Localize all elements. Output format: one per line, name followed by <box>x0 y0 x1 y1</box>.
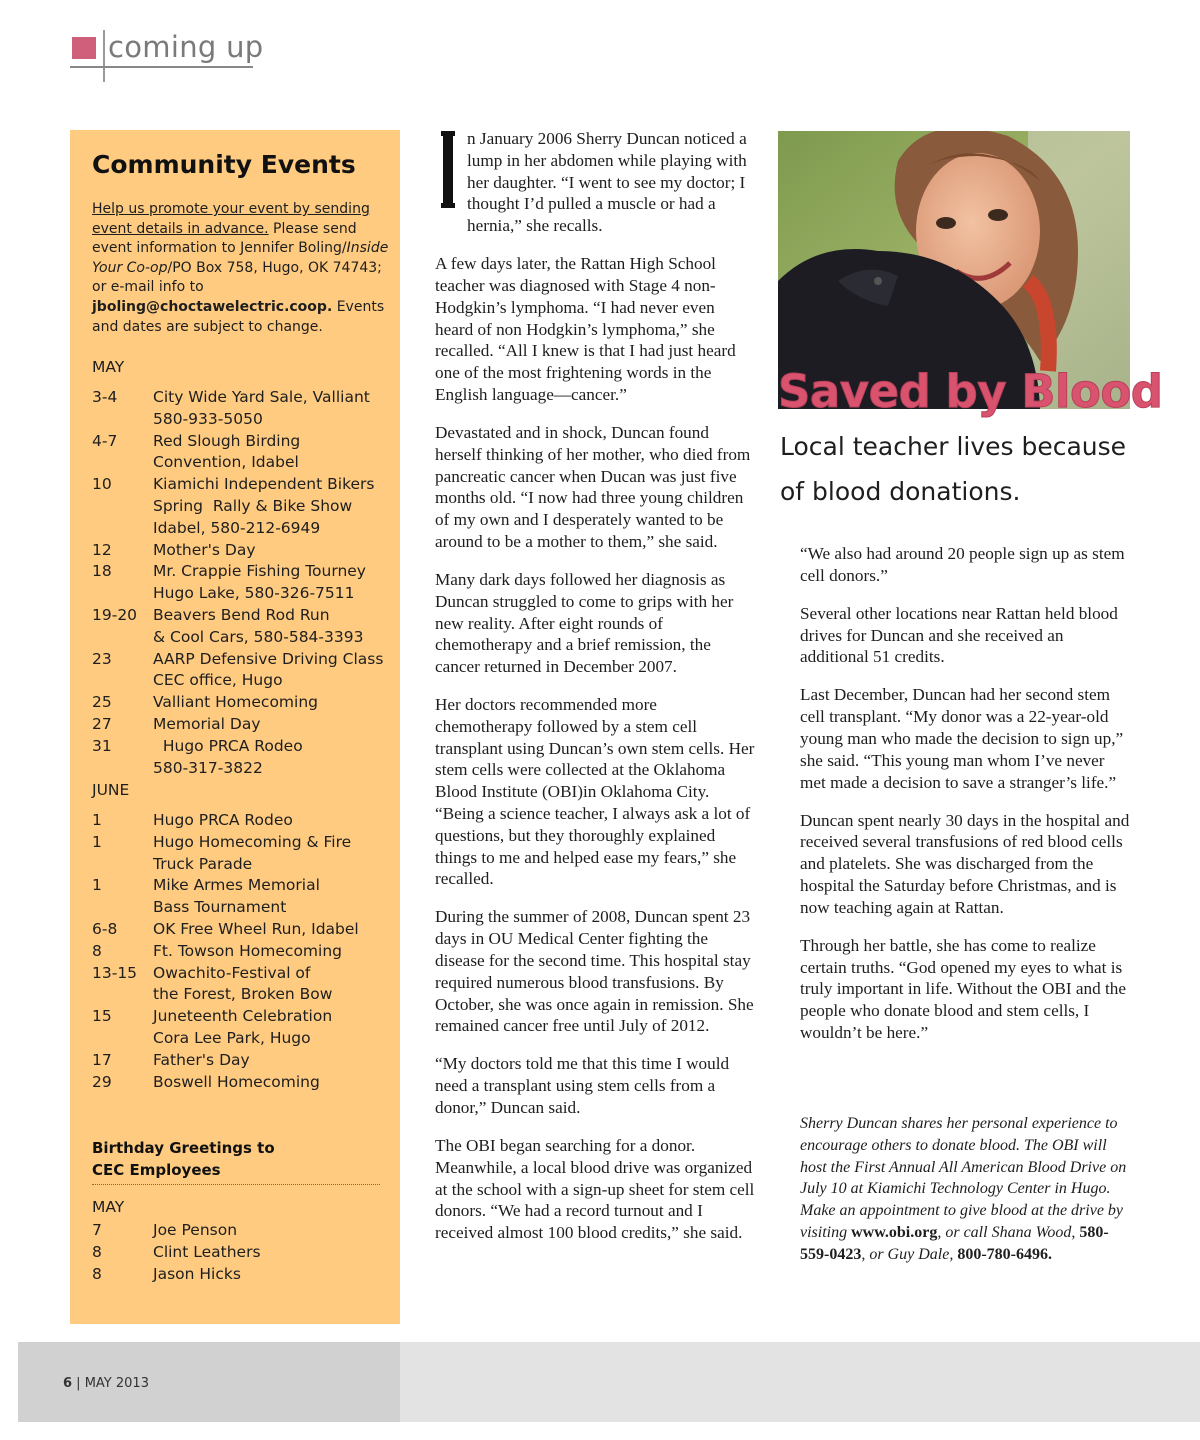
event-text: Cora Lee Park, Hugo <box>153 1029 311 1047</box>
birthday-title-line-2: CEC Employees <box>92 1161 221 1179</box>
event-text: Father's Day <box>153 1050 250 1069</box>
event-text: Spring Rally & Bike Show <box>153 497 353 515</box>
event-date: 15 <box>92 1007 112 1026</box>
caption-phone-1: 580-559-0423 <box>800 1223 1109 1263</box>
event-text: 580-933-5050 <box>153 409 263 428</box>
article-paragraph: The OBI began searching for a donor. Meanwhile, a local blood drive was organized at the school with a sign-up sheet for stem cell donors. “We had a record turnout and I received almost 100 blood credits,” she said. <box>435 1135 755 1243</box>
event-text: Ft. Towson Homecoming <box>153 941 342 960</box>
article-paragraph: Last December, Duncan had her second stem cell transplant. “My donor was a 22-year-old young man who made the decision to sign up,” she said. “This young man whom I’ve never met made a decision to save a stranger’s life.” <box>800 685 1124 792</box>
article-column-2 <box>435 128 755 1260</box>
birthday-dotted-divider <box>92 1184 380 1185</box>
event-date: 4-7 <box>92 431 118 450</box>
article-paragraph: Through her battle, she has come to realize certain truths. “God opened my eyes to what is truly important in life. Without the OBI and the people who donate blood and stem cells, I wouldn’t be here.” <box>800 935 1126 1042</box>
month-heading: JUNE <box>92 781 130 799</box>
section-marker-horizontal-rule <box>70 66 253 68</box>
event-text: Hugo PRCA Rodeo <box>153 811 293 829</box>
event-text: City Wide Yard Sale, Valliant <box>153 388 370 406</box>
article-column-3 <box>800 543 1130 1060</box>
section-marker-square <box>72 37 96 59</box>
event-text: Juneteenth Celebration <box>153 1007 333 1026</box>
event-text: Idabel, 580-212-6949 <box>153 518 321 537</box>
article-paragraph: Many dark days followed her diagnosis as Duncan struggled to come to grips with her new reality. After eight rounds of chemotherapy and a brief remission, the cancer returned in December 2007. <box>435 569 734 677</box>
section-marker-vertical-rule <box>103 30 105 82</box>
event-text: OK Free Wheel Run, Idabel <box>153 920 359 938</box>
event-date: 18 <box>92 562 112 581</box>
intro-publication: Inside Your Co-op <box>92 240 389 276</box>
event-text: CEC office, Hugo <box>153 671 283 690</box>
birthday-date: 7 <box>92 1221 102 1239</box>
event-text: AARP Defensive Driving Class <box>153 649 384 668</box>
sidebar-intro <box>92 200 392 337</box>
event-text: Hugo PRCA Rodeo <box>153 736 303 755</box>
page-number: 6 <box>63 1376 73 1391</box>
caption-text-2: , or call Shana Wood, <box>937 1223 1080 1241</box>
intro-email-link[interactable]: jboling@choctawelectric.coop. <box>92 298 333 315</box>
issue-date: MAY 2013 <box>84 1376 149 1391</box>
event-text: Convention, Idabel <box>153 453 299 472</box>
event-text: Boswell Homecoming <box>153 1072 320 1091</box>
event-date: 29 <box>92 1072 112 1091</box>
event-date: 1 <box>92 876 102 895</box>
birthday-name: Clint Leathers <box>153 1242 261 1261</box>
article-paragraph: Her doctors recommended more chemotherapy followed by a stem cell transplant using Duncan’s own stem cells. Her stem cells were collected at the Oklahoma Blood Institute (OBI)in Oklahoma City. “Being a science teacher, I always ask a lot of questions, but they thoroughly explained things to me and helped ease my fears,” she recalled. <box>435 695 755 889</box>
birthday-name: Joe Penson <box>153 1221 238 1239</box>
event-text: & Cool Cars, 580-584-3393 <box>153 627 364 646</box>
intro-text-1: Please send event information to Jennifer Boling/ <box>92 220 357 257</box>
headline: Saved by Blood <box>778 365 1163 418</box>
article-caption <box>800 1113 1130 1266</box>
event-text: Truck Parade <box>153 854 253 873</box>
event-text: 580-317-3822 <box>153 758 263 777</box>
intro-underlined: Help us promote your event by sending event details in advance. <box>92 201 370 237</box>
event-date: 13-15 <box>92 963 138 982</box>
event-text: the Forest, Broken Bow <box>153 985 333 1004</box>
event-text: Red Slough Birding <box>153 431 301 450</box>
event-text: Hugo Lake, 580-326-7511 <box>153 584 355 603</box>
article-paragraph: A few days later, the Rattan High School teacher was diagnosed with Stage 4 non-Hodgkin’s lymphoma. “I had never even heard of non Hodgkin’s lymphoma,” she recalled. “All I knew is that I had just heard one of the most frightening words in the English language—cancer.” <box>435 254 736 404</box>
footer-folio <box>63 1376 149 1391</box>
lead-paragraph: n January 2006 Sherry Duncan noticed a lump in her abdomen while playing with her daughter. “I went to see my doctor; I thought I’d pulled a muscle or had a hernia,” she recalls. <box>467 129 747 236</box>
caption-url-link[interactable]: www.obi.org <box>851 1223 938 1241</box>
event-text: Mike Armes Memorial <box>153 876 320 895</box>
event-date: 12 <box>92 540 112 559</box>
event-date: 8 <box>92 941 102 960</box>
event-date: 19-20 <box>92 606 138 624</box>
event-text: Kiamichi Independent Bikers <box>153 475 375 494</box>
sidebar-title: Community Events <box>92 150 356 179</box>
event-date: 10 <box>92 475 112 494</box>
article-paragraph: Several other locations near Rattan held blood drives for Duncan and she received an additional 51 credits. <box>800 603 1118 667</box>
caption-text-1: Sherry Duncan shares her personal experience to encourage others to donate blood. The OBI will host the First Annual All American Blood Drive on July 10 at Kiamichi Technology Center in Hugo. Make an appointment to give blood at the drive by visiting <box>800 1115 1127 1241</box>
event-text: Owachito-Festival of <box>153 963 311 982</box>
event-text: Mother's Day <box>153 540 256 559</box>
footer-band-right <box>400 1342 1200 1422</box>
article-paragraph: Devastated and in shock, Duncan found herself thinking of her mother, who died from pancreatic cancer when Ducan was just five months old. “I now had three young children of my own and I desperately wanted to be around to be a mother to them,” she said. <box>435 422 751 551</box>
event-date: 1 <box>92 832 102 851</box>
birthday-title <box>92 1137 275 1181</box>
birthday-date: 8 <box>92 1242 102 1261</box>
month-heading: MAY <box>92 358 125 376</box>
event-text: Hugo Homecoming & Fire <box>153 832 352 851</box>
event-text: Beavers Bend Rod Run <box>153 606 330 624</box>
event-date: 31 <box>92 736 112 755</box>
event-date: 27 <box>92 715 112 733</box>
article-paragraph: “My doctors told me that this time I would need a transplant using stem cells from a donor,” Duncan said. <box>435 1054 730 1117</box>
article-paragraph: “We also had around 20 people sign up as stem cell donors.” <box>800 544 1125 585</box>
birthday-title-line-1: Birthday Greetings to <box>92 1139 275 1157</box>
event-date: 3-4 <box>92 388 118 406</box>
event-date: 17 <box>92 1050 112 1069</box>
event-text: Valliant Homecoming <box>153 693 318 712</box>
birthday-month: MAY <box>92 1198 125 1216</box>
folio-separator: | <box>72 1376 85 1391</box>
article-paragraph: Duncan spent nearly 30 days in the hospital and received several transfusions of red blood cells and platelets. She was discharged from the hospital the Saturday before Christmas, and is now teaching again at Rattan. <box>800 810 1130 917</box>
article-paragraph: During the summer of 2008, Duncan spent 23 days in OU Medical Center fighting the disease for the second time. This hospital stay required numerous blood transfusions. By October, she was once again in remission. She remained cancer free until July of 2012. <box>435 907 754 1036</box>
event-text: Mr. Crappie Fishing Tourney <box>153 562 366 581</box>
event-date: 1 <box>92 811 102 829</box>
event-text: Bass Tournament <box>153 898 287 917</box>
birthday-date: 8 <box>92 1264 102 1283</box>
birthday-name: Jason Hicks <box>153 1264 241 1283</box>
intro-text-3: Events and dates are subject to change. <box>92 298 385 335</box>
event-text: Memorial Day <box>153 715 261 733</box>
caption-text-3: , or Guy Dale, <box>861 1245 958 1263</box>
event-date: 6-8 <box>92 920 118 938</box>
event-date: 23 <box>92 649 112 668</box>
section-title: coming up <box>108 30 264 64</box>
caption-phone-2: 800-780-6496. <box>957 1245 1052 1263</box>
event-date: 25 <box>92 693 112 712</box>
intro-text-2: /PO Box 758, Hugo, OK 74743; or e-mail info to <box>92 259 382 296</box>
subheadline: Local teacher lives because of blood donations. <box>780 432 1127 506</box>
